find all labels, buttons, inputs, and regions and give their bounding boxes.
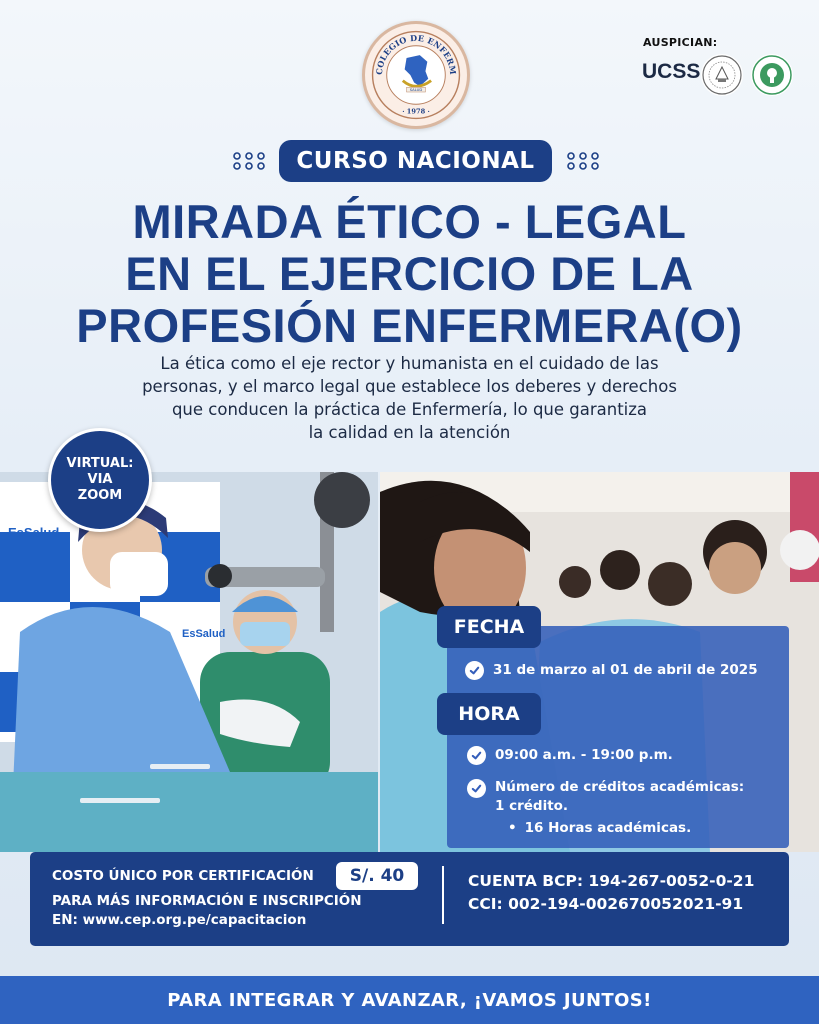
ucss-logo: UCSS xyxy=(642,60,701,83)
course-description xyxy=(60,352,759,444)
virtual-zoom-badge xyxy=(48,428,152,532)
hours-row xyxy=(508,819,768,838)
decorative-dots-right-icon xyxy=(566,151,600,171)
virtual-badge-line: VIA xyxy=(87,472,113,487)
footer-slogan: PARA INTEGRAR Y AVANZAR, ¡VAMOS JUNTOS! xyxy=(0,976,819,1024)
time-row xyxy=(467,746,787,765)
seal-name-text: COLEGIO DE ENFERM xyxy=(373,32,459,76)
check-circle-icon xyxy=(465,661,484,680)
signage-brand-text: EsSalud xyxy=(8,600,60,615)
course-description-line: La ética como el eje rector y humanista en el cuidado de las xyxy=(160,354,659,373)
signage-brand-text: EsSalud xyxy=(8,525,60,540)
course-title-line-1: MIRADA ÉTICO - LEGAL xyxy=(132,195,687,248)
course-title xyxy=(20,196,799,352)
price-badge: S/. 40 xyxy=(336,862,418,890)
credits-row xyxy=(467,778,787,816)
course-description-line: la calidad en la atención xyxy=(308,423,511,442)
bullet-icon: • xyxy=(508,820,517,836)
course-type-badge: CURSO NACIONAL xyxy=(279,140,552,182)
date-label-tab: FECHA xyxy=(437,606,541,648)
surgery-photo xyxy=(0,472,378,852)
decorative-dots-left-icon xyxy=(232,151,266,171)
course-description-line: que conducen la práctica de Enfermería, lo que garantiza xyxy=(171,400,648,419)
info-line-1: PARA MÁS INFORMACIÓN E INSCRIPCIÓN xyxy=(52,893,362,909)
date-row xyxy=(465,661,785,680)
health-seal-icon xyxy=(751,54,793,96)
seal-motto-text: SALUD xyxy=(409,88,423,93)
check-circle-icon xyxy=(467,779,486,798)
course-title-line-2: EN EL EJERCICIO DE LA xyxy=(125,247,694,300)
virtual-badge-line: ZOOM xyxy=(77,488,123,503)
time-label-tab: HORA xyxy=(437,693,541,735)
date-value: 31 de marzo al 01 de abril de 2025 xyxy=(493,662,758,678)
time-value: 09:00 a.m. - 19:00 p.m. xyxy=(495,747,673,763)
cost-divider xyxy=(442,866,444,924)
cci-account: CCI: 002-194-002670052021-91 xyxy=(468,895,744,913)
cost-label: COSTO ÚNICO POR CERTIFICACIÓN xyxy=(52,868,314,884)
info-url-line[interactable]: EN: www.cep.org.pe/capacitacion xyxy=(52,912,307,928)
course-title-line-3: PROFESIÓN ENFERMERA(O) xyxy=(76,299,743,352)
credits-text xyxy=(495,778,744,816)
check-circle-icon xyxy=(467,746,486,765)
course-description-line: personas, y el marco legal que establece los deberes y derechos xyxy=(142,377,677,396)
hours-value: 16 Horas académicas. xyxy=(524,820,692,836)
seal-year-text: · 1978 · xyxy=(402,107,430,116)
credits-line-2: 1 crédito. xyxy=(495,798,569,814)
credits-line-1: Número de créditos académicas: xyxy=(495,779,745,795)
virtual-badge-line: VIRTUAL: xyxy=(66,456,134,471)
sponsor-label: AUSPICIAN: xyxy=(643,36,718,49)
signage-brand-text: EsSalud xyxy=(182,628,226,640)
bcp-account: CUENTA BCP: 194-267-0052-0-21 xyxy=(468,872,755,890)
college-seal-logo xyxy=(362,21,470,129)
university-seal-icon xyxy=(701,54,743,96)
